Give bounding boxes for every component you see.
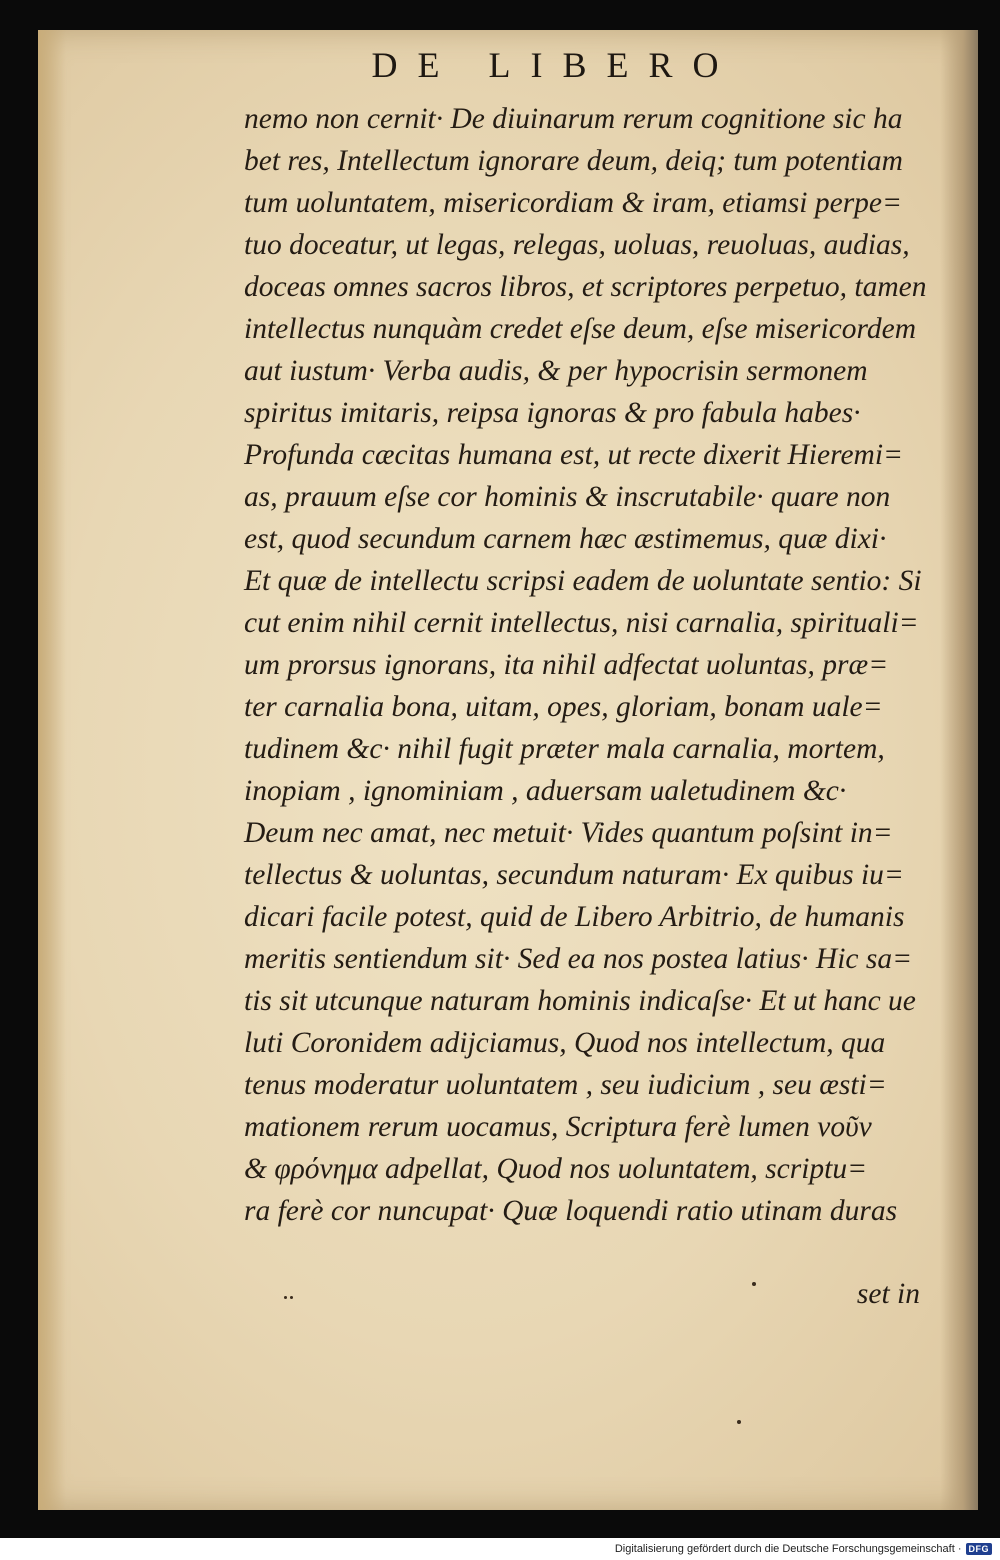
text-line: bet res, Intellectum ignorare deum, deiq; tum potentiam: [244, 145, 903, 177]
text-line: Deum nec amat, nec metuit· Vides quantum poſsint in=: [244, 817, 893, 849]
text-line: as, prauum eſse cor hominis & inscrutabile· quare non: [244, 481, 891, 513]
text-line: tuo doceatur, ut legas, relegas, uoluas, reuoluas, audias,: [244, 229, 910, 261]
footer-credit: Digitalisierung gefördert durch die Deutsche Forschungsgemeinschaft ·: [614, 1543, 962, 1555]
dfg-logo-icon: DFG: [966, 1543, 993, 1555]
page-edge-shadow: [940, 30, 978, 1510]
ink-speck: [737, 1420, 741, 1424]
text-line: tum uoluntatem, misericordiam & iram, etiamsi perpe=: [244, 187, 902, 219]
text-line: ter carnalia bona, uitam, opes, gloriam, bonam uale=: [244, 691, 883, 723]
page-gutter-shadow: [38, 30, 66, 1510]
text-line: tudinem &c· nihil fugit præter mala carnalia, mortem,: [244, 733, 885, 765]
text-line: meritis sentiendum sit· Sed ea nos postea latius· Hic sa=: [244, 943, 913, 975]
text-line: dicari facile potest, quid de Libero Arbitrio, de humanis: [244, 901, 905, 933]
text-line: cut enim nihil cernit intellectus, nisi carnalia, spirituali=: [244, 607, 919, 639]
ink-speck: [752, 1282, 756, 1286]
text-line: Et quæ de intellectu scripsi eadem de uoluntate sentio: Si: [244, 565, 922, 597]
text-line: spiritus imitaris, reipsa ignoras & pro fabula habes·: [244, 397, 861, 429]
text-line: mationem rerum uocamus, Scriptura ferè lumen νοῦν: [244, 1111, 872, 1143]
text-line: aut iustum· Verba audis, & per hypocrisin sermonem: [244, 355, 868, 387]
digitization-footer: [0, 1538, 1000, 1560]
ink-speck: [290, 1296, 293, 1299]
text-line: tenus moderatur uoluntatem , seu iudicium , seu æsti=: [244, 1069, 887, 1101]
text-line: ra ferè cor nuncupat· Quæ loquendi ratio utinam duras: [244, 1195, 898, 1227]
text-line: Profunda cæcitas humana est, ut recte dixerit Hieremi=: [244, 439, 903, 471]
running-head: DE LIBERO: [371, 45, 739, 85]
text-line: doceas omnes sacros libros, et scriptores perpetuo, tamen: [244, 271, 927, 303]
text-line: luti Coronidem adijciamus, Quod nos intellectum, qua: [244, 1027, 886, 1059]
text-line: um prorsus ignorans, ita nihil adfectat uoluntas, præ=: [244, 649, 889, 681]
text-line: tis sit utcunque naturam hominis indicaſse· Et ut hanc ue: [244, 985, 916, 1017]
text-line: intellectus nunquàm credet eſse deum, eſse misericordem: [244, 313, 917, 345]
text-line: est, quod secundum carnem hæc æstimemus, quæ dixi·: [244, 523, 887, 555]
ink-speck: [284, 1296, 287, 1299]
text-line: & φρόνημα adpellat, Quod nos uoluntatem, scriptu=: [244, 1153, 868, 1185]
text-line: nemo non cernit· De diuinarum rerum cognitione sic ha: [244, 103, 903, 135]
catchword-row: [250, 1278, 920, 1320]
text-line: tellectus & uoluntas, secundum naturam· Ex quibus iu=: [244, 859, 904, 891]
text-line: inopiam , ignominiam , aduersam ualetudinem &c·: [244, 775, 847, 807]
catchword: set in: [856, 1278, 920, 1310]
body-text: [244, 98, 944, 1232]
